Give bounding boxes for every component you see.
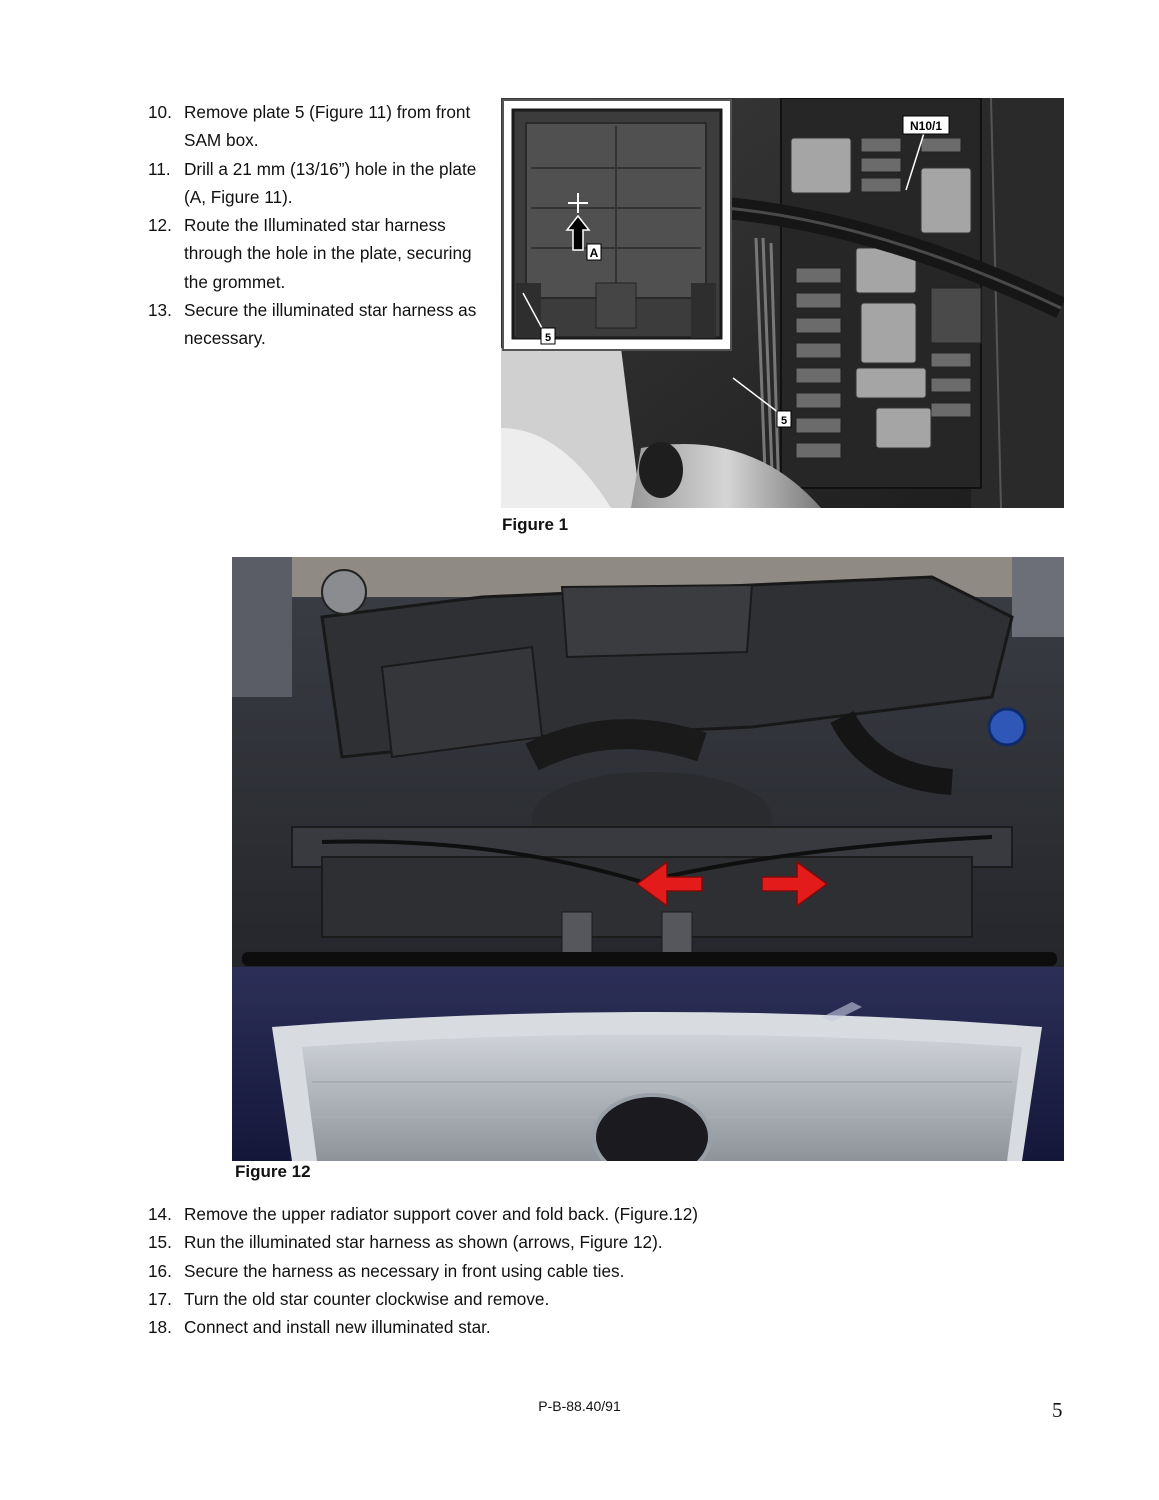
step-number: 14.: [148, 1204, 172, 1224]
step-number: 12.: [148, 215, 172, 236]
step-number: 11.: [148, 158, 171, 179]
step-text: Remove plate 5 (Figure 11) from front SAM box.: [184, 102, 471, 151]
callout-5-label: 5: [780, 415, 788, 427]
instruction-list-top: [148, 98, 493, 353]
step-number: 16.: [148, 1260, 172, 1281]
step-text: Run the illuminated star harness as shown (arrows, Figure 12).: [184, 1232, 663, 1253]
step-text: Secure the illuminated star harness as necessary.: [184, 300, 477, 349]
instruction-list-bottom: [148, 1200, 1048, 1341]
callout-a-label: A: [589, 246, 599, 260]
step-text: Remove the upper radiator support cover and fold back. (Figure.12): [184, 1204, 698, 1224]
step-number: 15.: [148, 1232, 172, 1253]
step-text: Drill a 21 mm (13/16”) hole in the plate (A, Figure 11).: [184, 158, 477, 207]
figure-12-photo: [232, 557, 1064, 1161]
step-15: [148, 1228, 1048, 1256]
step-number: 13.: [148, 300, 172, 321]
document-id: P-B-88.40/91: [538, 1398, 621, 1414]
step-18: [148, 1313, 1048, 1341]
callout-5-inset-label: 5: [544, 332, 552, 344]
figure-1-photo: [501, 98, 1064, 508]
step-number: 10.: [148, 102, 172, 122]
step-16: [148, 1257, 1048, 1285]
step-text: Turn the old star counter clockwise and remove.: [184, 1288, 550, 1309]
step-number: 17.: [148, 1288, 172, 1309]
step-text: Secure the harness as necessary in front using cable ties.: [184, 1260, 625, 1281]
step-14: [148, 1200, 1048, 1228]
figure-12-caption: Figure 12: [235, 1162, 311, 1181]
step-10: [148, 98, 493, 155]
step-text: Connect and install new illuminated star.: [184, 1317, 491, 1338]
step-number: 18.: [148, 1317, 172, 1338]
step-text: Route the Illuminated star harness through the hole in the plate, securing the grommet.: [184, 215, 472, 292]
step-12: [148, 211, 493, 296]
step-17: [148, 1285, 1048, 1313]
callout-n10-label: N10/1: [909, 119, 943, 133]
figure-1-caption: Figure 1: [502, 515, 569, 534]
page-number: 5: [1052, 1398, 1063, 1422]
step-13: [148, 296, 493, 353]
step-11: [148, 155, 493, 212]
